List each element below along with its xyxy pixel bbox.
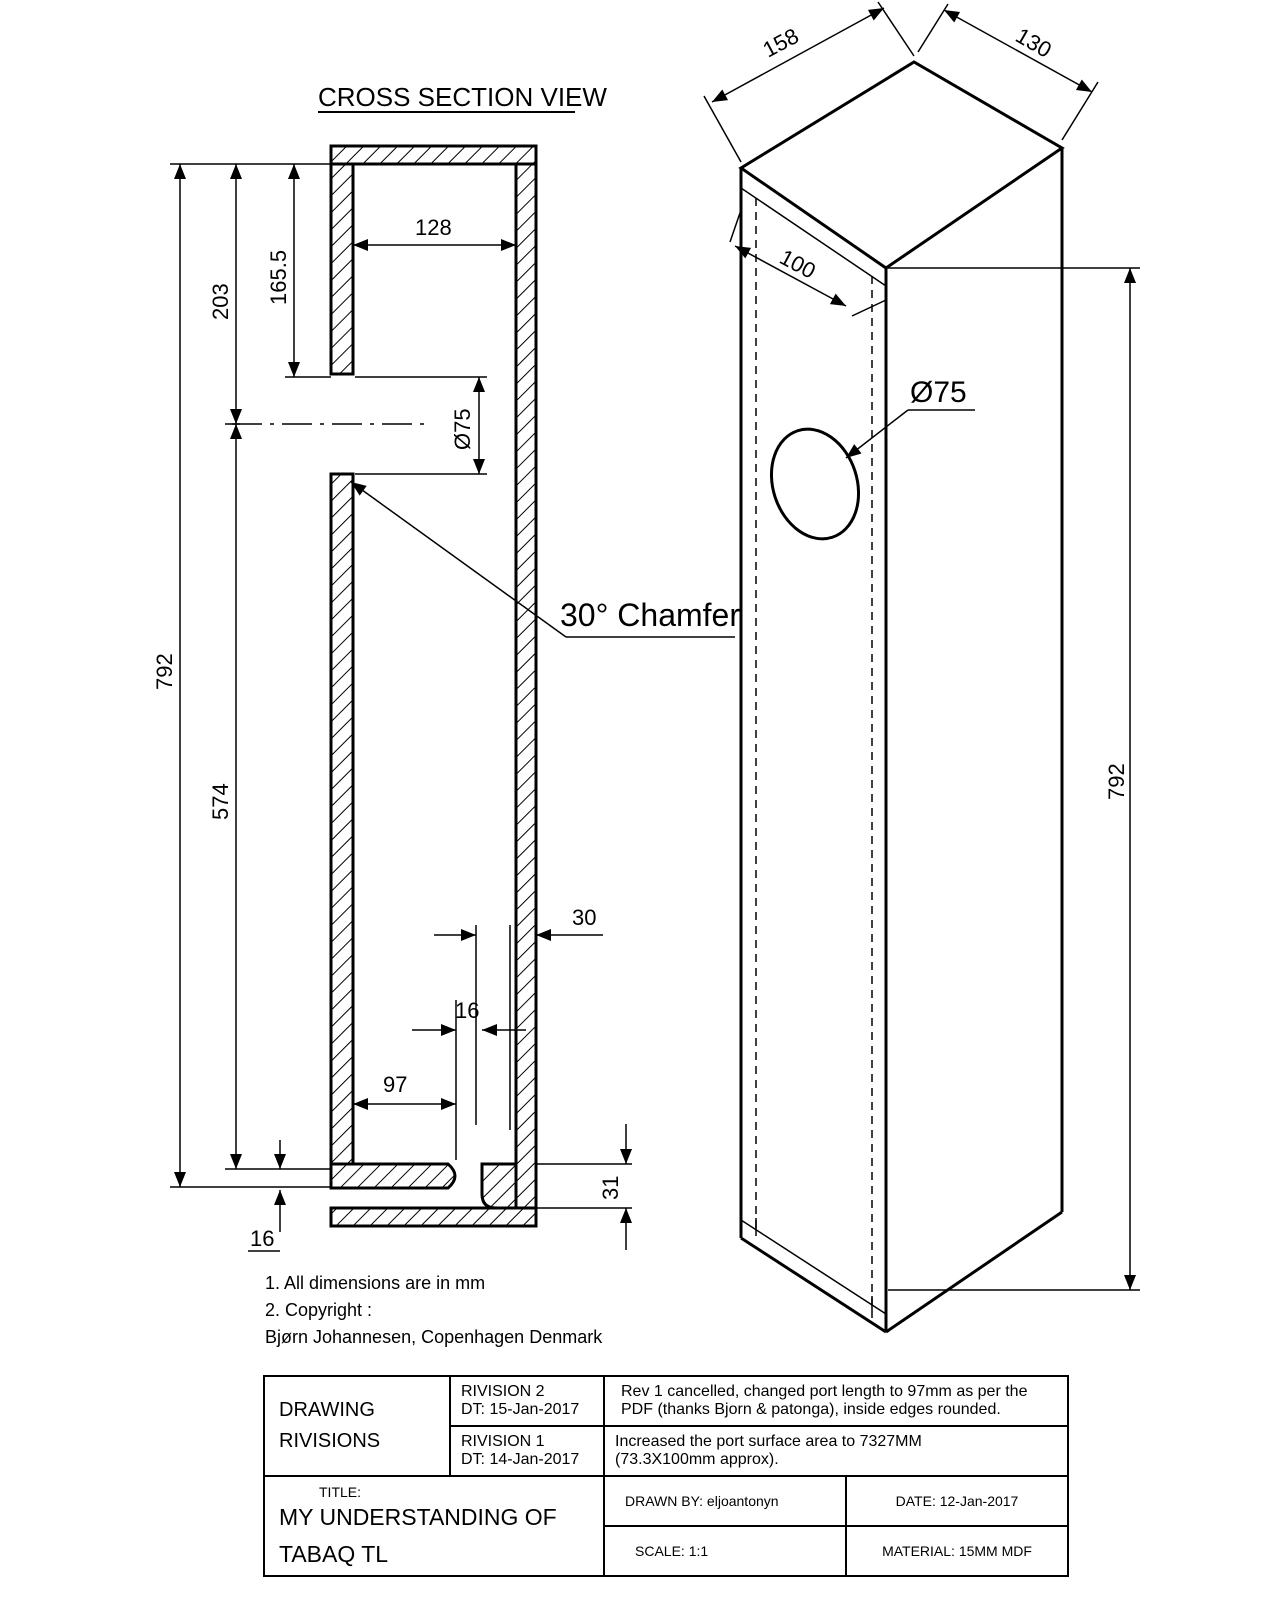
rev1-cell: RIVISION 1 DT: 14-Jan-2017	[450, 1426, 604, 1476]
rev2-cell: RIVISION 2 DT: 15-Jan-2017	[450, 1376, 604, 1426]
dim-base: 16	[250, 1226, 275, 1251]
dim-iso-height: 792	[1104, 763, 1129, 800]
dim-top-offset: 203	[208, 283, 233, 320]
title-cell: TITLE: MY UNDERSTANDING OF TABAQ TL	[264, 1476, 604, 1576]
cross-section-title: CROSS SECTION VIEW	[318, 82, 607, 112]
revisions-label: DRAWING RIVISIONS	[264, 1376, 450, 1476]
dim-port-diameter: Ø75	[450, 408, 475, 450]
dim-top-chamber: 165.5	[266, 249, 291, 305]
port-hole-iso	[758, 418, 872, 550]
note-units: 1. All dimensions are in mm	[265, 1273, 486, 1293]
dim-iso-width: 158	[758, 23, 803, 63]
dim-bottom: 31	[598, 1175, 623, 1200]
notes	[265, 1270, 602, 1351]
note-copyright: 2. Copyright :	[265, 1300, 373, 1320]
iso-port-callout: Ø75	[910, 376, 967, 409]
dim-overall-height: 792	[152, 653, 177, 690]
note-author: Bjørn Johannesen, Copenhagen Denmark	[265, 1327, 603, 1347]
dim-lower-height: 574	[208, 783, 233, 820]
scale: SCALE: 1:1	[604, 1526, 846, 1576]
title-block	[263, 1375, 1069, 1577]
rev1-desc: Increased the port surface area to 7327MM (73.3X100mm approx).	[604, 1426, 1068, 1476]
dim-wall: 30	[572, 905, 597, 930]
dim-inner-width: 128	[415, 215, 452, 240]
dim-iso-inner: 100	[775, 244, 820, 284]
chamfer-callout: 30° Chamfer	[560, 597, 740, 633]
date: DATE: 12-Jan-2017	[846, 1476, 1068, 1526]
dim-gap: 16	[455, 998, 480, 1023]
cross-section-view	[152, 82, 740, 1251]
material: MATERIAL: 15MM MDF	[846, 1526, 1068, 1576]
enclosure-walls	[331, 146, 536, 1226]
dim-port-length: 97	[383, 1072, 408, 1097]
drawn-by: DRAWN BY: eljoantonyn	[604, 1476, 846, 1526]
dim-iso-depth: 130	[1011, 22, 1056, 63]
rev2-desc: Rev 1 cancelled, changed port length to 97mm as per the PDF (thanks Bjorn & patonga), inside edges rounded.	[604, 1376, 1068, 1426]
